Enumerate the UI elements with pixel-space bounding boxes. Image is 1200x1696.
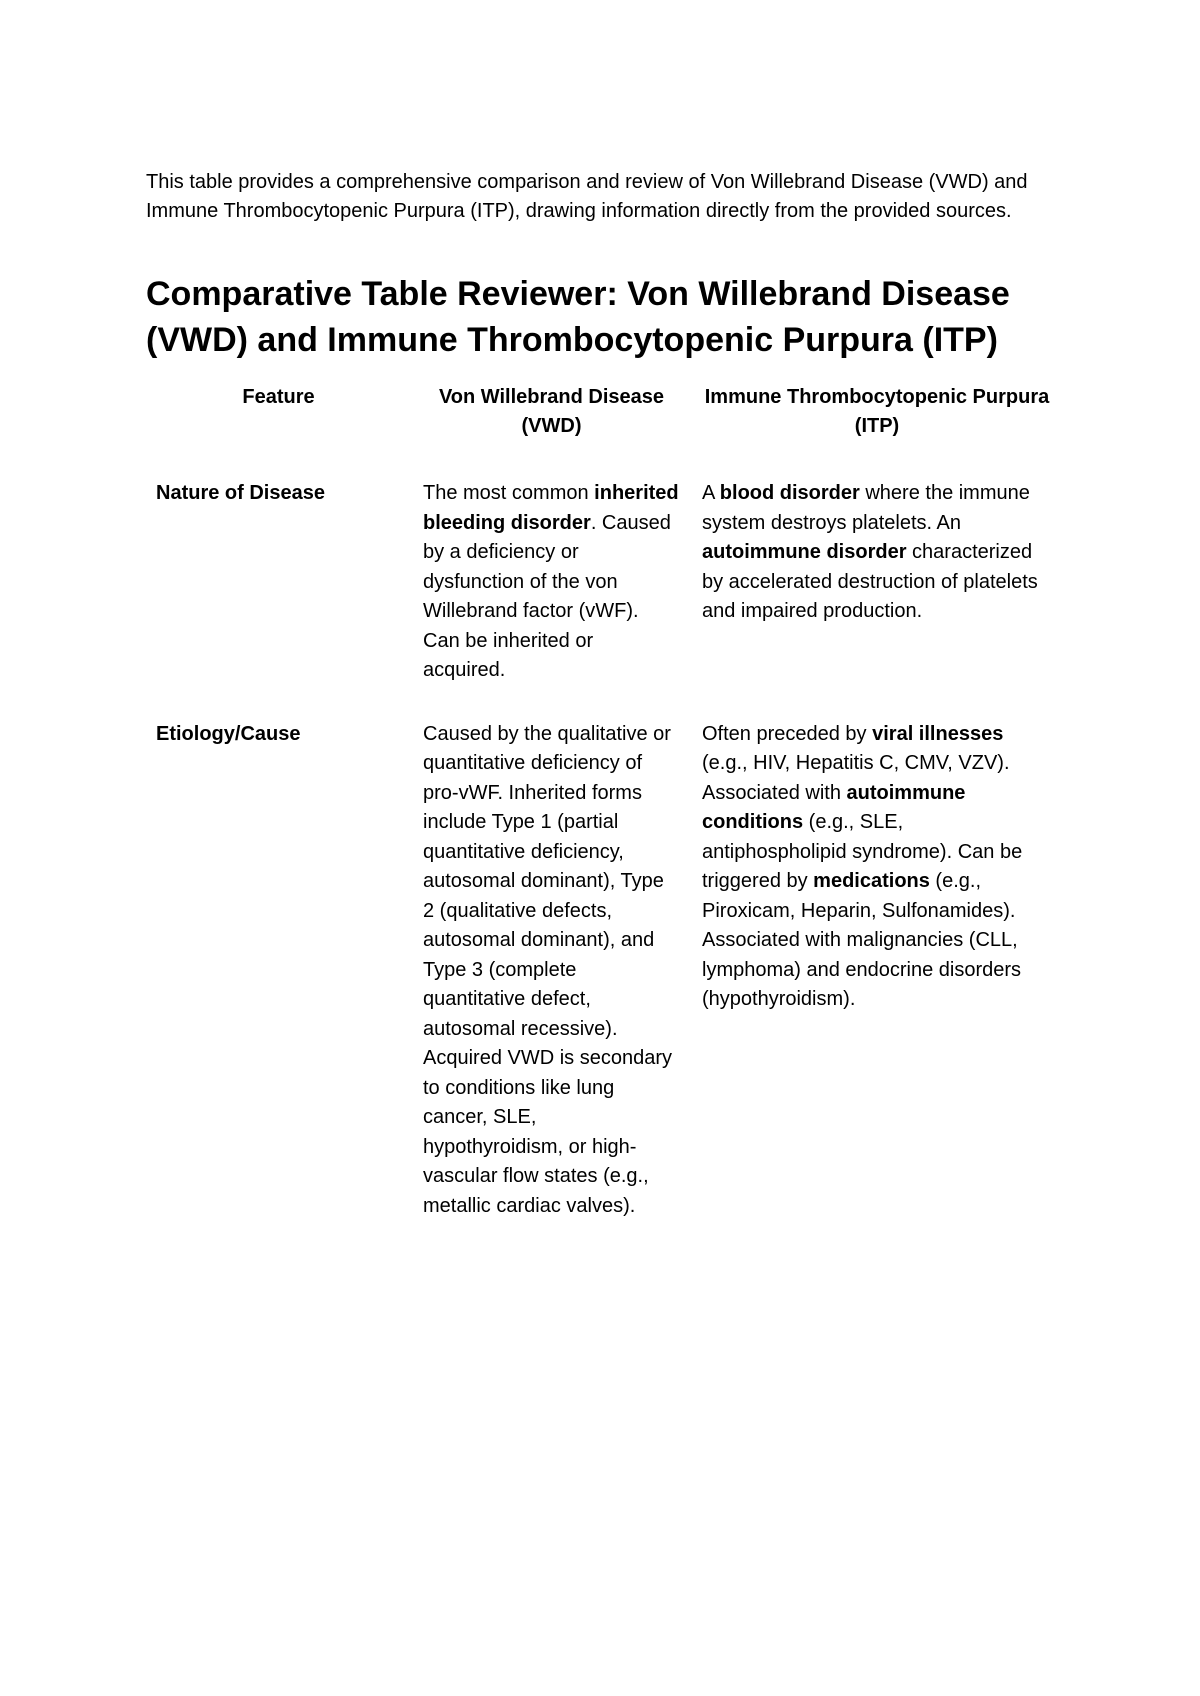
row-feature-etiology: Etiology/Cause [156, 722, 301, 745]
bold-segment: autoimmune conditions [702, 781, 966, 833]
text-segment: Often preceded by [702, 722, 873, 745]
text-segment: (e.g., SLE, antiphospholipid syndrome). Can be triggered by [702, 811, 1023, 892]
text-segment: (e.g., HIV, Hepatitis C, CMV, VZV). Associated with [702, 752, 1010, 804]
document-page [146, 168, 1066, 1255]
bold-segment: blood disorder [719, 482, 860, 504]
bold-segment: medications [813, 870, 930, 892]
table-header-row [146, 383, 1064, 479]
cell-vwd-etiology [413, 720, 692, 1256]
text-segment: Caused by the qualitative or quantitative deficiency of pro-vWF. Inherited forms include Type 1 (partial quantitative deficiency, autosomal dominant), Type 2 (qualitative defects, autosomal dominant), and Type 3 (complete quantitative defect, autosomal recessive). Acquired VWD is secondary to conditions like lung cancer, SLE, hypothyroidism, or high-vascular flow states (e.g., metallic cardiac valves). [423, 722, 672, 1217]
comparison-table [146, 383, 1064, 1255]
text-segment: (e.g., Piroxicam, Heparin, Sulfonamides). Associated with malignancies (CLL, lymphoma) and endocrine disorders (hypothyroidism). [702, 870, 1022, 1010]
header-feature: Feature [242, 386, 315, 408]
bold-segment: inherited bleeding disorder [423, 482, 679, 534]
intro-paragraph: This table provides a comprehensive comparison and review of Von Willebrand Disease (VWD) and Immune Thrombocytopenic Purpura (ITP), drawing information directly from the provided sources. [146, 171, 1028, 222]
text-segment: where the immune system destroys platelets. An [702, 482, 1030, 534]
table-row [146, 479, 1064, 720]
text-segment: The most common [423, 482, 595, 504]
bold-segment: viral illnesses [872, 722, 1004, 745]
cell-vwd-nature [413, 479, 692, 720]
header-vwd: Von Willebrand Disease (VWD) [438, 386, 665, 437]
text-segment: A [702, 482, 720, 504]
cell-itp-etiology [692, 720, 1064, 1256]
cell-itp-nature [692, 479, 1064, 720]
row-feature-nature: Nature of Disease [156, 482, 325, 504]
table-row [146, 720, 1064, 1256]
page-title: Comparative Table Reviewer: Von Willebrand Disease (VWD) and Immune Thrombocytopenic Purpura (ITP) [146, 275, 1010, 359]
bold-segment: autoimmune disorder [702, 541, 907, 563]
header-itp: Immune Thrombocytopenic Purpura (ITP) [704, 386, 1050, 437]
text-segment: characterized by accelerated destruction of platelets and impaired production. [702, 541, 1038, 622]
text-segment: . Caused by a deficiency or dysfunction of the von Willebrand factor (vWF). Can be inherited or acquired. [423, 511, 671, 681]
